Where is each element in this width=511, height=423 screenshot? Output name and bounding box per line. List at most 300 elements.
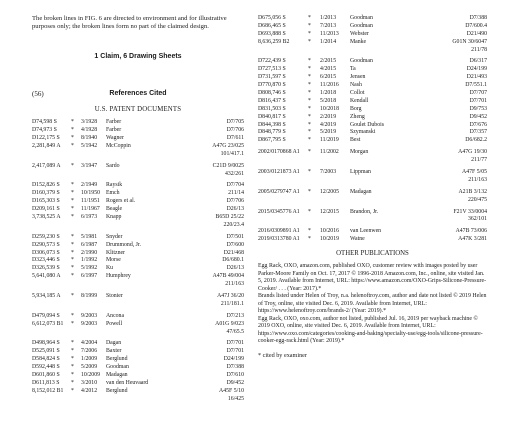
citation-class: D9/452 xyxy=(226,379,244,386)
citation-star: * xyxy=(308,129,311,136)
citation-date: 5/1942 xyxy=(81,142,98,149)
citation-inventor: Manke xyxy=(350,38,367,45)
citation-number: 2002/0170868 A1 xyxy=(258,149,300,156)
citation-row xyxy=(258,74,487,82)
citation-class: D7/701 xyxy=(226,348,244,355)
citation-class: D7/704 xyxy=(226,182,244,189)
citation-class: A47G 23/025 xyxy=(212,142,244,149)
citation-row xyxy=(32,234,244,242)
citation-number: D675,056 S xyxy=(258,15,286,21)
citation-class: D6/317 xyxy=(469,58,487,65)
citation-inventor: Morse xyxy=(106,257,121,264)
citation-number: 2,281,849 A xyxy=(32,142,61,149)
citation-row xyxy=(32,135,244,143)
citation-class: A47B 49/004 xyxy=(212,273,244,280)
citation-row xyxy=(32,190,244,198)
citation-inventor: Goodman xyxy=(350,15,373,21)
citation-star: * xyxy=(308,22,311,29)
citation-class: D24/199 xyxy=(466,66,487,73)
citation-inventor: Beagle xyxy=(106,206,123,213)
citation-class: D7/501 xyxy=(226,233,244,240)
citation-class: A47G 19/30 xyxy=(458,149,487,156)
citation-star: * xyxy=(71,162,74,169)
citation-date: 1/2018 xyxy=(320,90,337,97)
citation-class: D26/13 xyxy=(226,206,244,213)
citation-class: B65D 25/22 xyxy=(215,213,244,220)
citation-star: * xyxy=(308,58,311,65)
citation-class: D21/490 xyxy=(466,30,487,37)
citation-inventor: McCoppin xyxy=(106,142,131,149)
citation-class: A01G 9/023 xyxy=(215,320,244,327)
citation-date: 5/2019 xyxy=(320,129,337,136)
citation-date: 6/2015 xyxy=(320,74,337,81)
citation-number: D122,175 S xyxy=(32,134,60,141)
citation-date: 12/2005 xyxy=(320,188,340,195)
citation-row xyxy=(258,82,487,90)
citation-row xyxy=(32,313,244,321)
citation-number: D592,448 S xyxy=(32,364,60,371)
citation-number: D326,539 S xyxy=(32,265,60,272)
citation-date: 6/1973 xyxy=(81,213,98,220)
citation-date: 11/1951 xyxy=(81,198,100,205)
citation-class: F21V 33/0004 xyxy=(453,208,487,215)
us-patent-documents-heading: U.S. PATENT DOCUMENTS xyxy=(94,106,182,114)
citation-inventor: Stonier xyxy=(106,293,123,299)
citation-inventor: Klitzner xyxy=(106,249,125,256)
citation-row xyxy=(258,58,487,66)
citation-number: D306,073 S xyxy=(32,249,60,256)
citation-row xyxy=(258,228,487,236)
citation-date: 3/2010 xyxy=(81,379,98,386)
citation-number: D840,817 S xyxy=(258,113,286,120)
citation-inventor: Goodman xyxy=(350,58,373,65)
left-column xyxy=(32,15,244,404)
citation-number: 2,417,089 A xyxy=(32,162,61,169)
citation-row xyxy=(258,236,487,244)
citation-inventor: Ancona xyxy=(106,312,125,319)
citation-date: 1/2014 xyxy=(320,38,337,45)
citation-date: 3/1928 xyxy=(81,119,98,126)
citation-number: D584,824 S xyxy=(32,356,60,363)
citation-number: 6,612,073 B1 xyxy=(32,320,64,327)
citation-date: 4/1928 xyxy=(81,127,98,134)
citation-class-continuation: 362/101 xyxy=(467,216,487,223)
citation-number: 2019/0313780 A1 xyxy=(258,236,300,243)
citation-number: D693,888 S xyxy=(258,30,286,37)
citation-class-continuation: 47/65.5 xyxy=(226,328,244,335)
citation-star: * xyxy=(71,387,74,394)
citation-number: D259,230 S xyxy=(32,233,60,240)
citation-star: * xyxy=(308,188,311,195)
citation-class: D24/199 xyxy=(223,356,244,363)
citation-row xyxy=(32,372,244,380)
citation-star: * xyxy=(71,182,74,189)
citation-inventor: Snyder xyxy=(106,233,123,240)
citation-star: * xyxy=(71,340,74,347)
citation-inventor: Madagan xyxy=(106,372,128,379)
citation-row xyxy=(258,31,487,39)
citation-row xyxy=(32,321,244,329)
citation-class: 211/14 xyxy=(228,190,244,197)
citation-inventor: Best xyxy=(350,137,361,144)
citation-number: D74,973 S xyxy=(32,127,57,134)
citation-number: 8,636,259 B2 xyxy=(258,38,290,45)
citation-date: 8/1940 xyxy=(81,134,98,141)
citation-row xyxy=(32,257,244,265)
citation-class: D7/701 xyxy=(226,340,244,347)
citation-class: D7/707 xyxy=(469,90,487,97)
citation-number: D165,303 S xyxy=(32,198,60,205)
citation-row xyxy=(258,169,487,177)
citation-class: D7/600 xyxy=(226,241,244,248)
citation-class-continuation: 101/417.1 xyxy=(220,150,244,157)
citation-number: 2005/0279747 A1 xyxy=(258,188,300,195)
citation-star: * xyxy=(308,30,311,37)
citation-row xyxy=(32,143,244,151)
citation-number: D867,795 S xyxy=(258,137,286,144)
citation-inventor: Raysik xyxy=(106,182,123,189)
citation-row xyxy=(32,348,244,356)
citation-date: 8/1999 xyxy=(81,293,98,299)
citation-number: 5,641,080 A xyxy=(32,273,61,280)
citation-date: 7/2003 xyxy=(320,169,337,176)
citation-class: D21/468 xyxy=(223,249,244,256)
citation-inventor: Drummond, Jr. xyxy=(106,241,141,248)
other-publications-list xyxy=(258,263,487,346)
citation-class-continuation: 220/23.4 xyxy=(223,221,244,228)
citation-row xyxy=(32,265,244,273)
citation-row xyxy=(32,273,244,281)
citation-star: * xyxy=(308,121,311,128)
citation-date: 9/2003 xyxy=(81,320,98,327)
citation-row xyxy=(258,149,487,157)
citation-date: 5/1992 xyxy=(81,265,98,272)
citation-star: * xyxy=(71,379,74,386)
citation-star: * xyxy=(71,127,74,134)
citation-date: 9/2003 xyxy=(81,312,98,319)
citation-star: * xyxy=(71,249,74,256)
citation-date: 1/2013 xyxy=(320,15,337,21)
citation-row xyxy=(258,66,487,74)
other-publication-entry: Brands listed under Helen of Troy, n.a. helenoftroy.com, author and date not listed © 2019 Helen of Troy, online, site visited Dec. 6, 2019. Available from Internet, URL: https://www.helenoftroy.com/brands-2/ (Year: 2019).* xyxy=(258,293,487,315)
citation-date: 2/2015 xyxy=(320,58,337,65)
citation-number: D831,503 S xyxy=(258,105,286,112)
citation-row xyxy=(258,122,487,130)
citation-inventor: Baxter xyxy=(106,348,122,355)
citation-number: D209,161 S xyxy=(32,206,60,213)
citation-class: D7/610 xyxy=(226,372,244,379)
citation-star: * xyxy=(308,236,311,243)
citation-date: 4/2015 xyxy=(320,66,337,73)
citation-class: D9/753 xyxy=(469,105,487,112)
citation-inventor: van Leenwen xyxy=(350,228,382,235)
citation-class: D7/213 xyxy=(226,312,244,319)
citation-inventor: Ku xyxy=(106,265,114,272)
citation-class-continuation: 211/163 xyxy=(468,176,487,183)
citation-number: D808,746 S xyxy=(258,90,286,97)
citation-number: 2016/0309891 A1 xyxy=(258,228,300,235)
citation-number: D686,465 S xyxy=(258,22,286,29)
citation-row xyxy=(258,15,487,23)
citation-row xyxy=(32,388,244,396)
citation-star: * xyxy=(308,90,311,97)
citation-row xyxy=(32,293,244,301)
citation-date: 5/2018 xyxy=(320,97,337,104)
citation-row xyxy=(258,114,487,122)
citation-star: * xyxy=(71,190,74,197)
citation-class: A45F 5/10 xyxy=(219,387,244,394)
citation-number: 2015/0345776 A1 xyxy=(258,208,300,215)
citation-star: * xyxy=(71,312,74,319)
citation-date: 7/2006 xyxy=(81,348,98,355)
citation-star: * xyxy=(308,15,311,21)
citation-row xyxy=(32,242,244,250)
citation-class: D9/452 xyxy=(469,113,487,120)
citation-date: 10/2019 xyxy=(320,236,340,243)
citation-inventor: Lippman xyxy=(350,169,371,176)
citation-star: * xyxy=(71,142,74,149)
citation-star: * xyxy=(308,66,311,73)
citation-inventor: Emch xyxy=(106,190,120,197)
citation-number: D770,870 S xyxy=(258,82,286,89)
citation-number: D816,437 S xyxy=(258,97,286,104)
citation-date: 5/1981 xyxy=(81,233,98,240)
citation-inventor: Morgan xyxy=(350,149,369,156)
citation-date: 10/2009 xyxy=(81,372,101,379)
citation-inventor: Powell xyxy=(106,320,123,327)
citation-date: 11/2019 xyxy=(320,137,339,144)
citation-star: * xyxy=(308,82,311,89)
citation-star: * xyxy=(71,273,74,280)
citation-row xyxy=(32,119,244,127)
citation-inventor: Dagan xyxy=(106,340,122,347)
citation-star: * xyxy=(308,38,311,45)
citation-star: * xyxy=(308,228,311,235)
citation-row xyxy=(258,23,487,31)
citation-class: D7/600.4 xyxy=(465,22,487,29)
citation-inventor: Rogers et al. xyxy=(106,198,136,205)
references-header xyxy=(32,90,244,100)
citation-inventor: Jensen xyxy=(350,74,366,81)
citation-star: * xyxy=(71,293,74,299)
citation-star: * xyxy=(71,364,74,371)
citation-star: * xyxy=(71,213,74,220)
citation-row xyxy=(258,39,487,47)
citation-date: 2/1949 xyxy=(81,182,98,189)
citation-class: D7/676 xyxy=(469,121,487,128)
citation-row xyxy=(258,106,487,114)
citation-row xyxy=(258,98,487,106)
citation-inventor: van den Heuvaard xyxy=(106,379,149,386)
citation-star: * xyxy=(71,265,74,272)
left-citation-list xyxy=(32,119,244,403)
citation-number: D525,091 S xyxy=(32,348,60,355)
citation-number: D323,446 S xyxy=(32,257,60,264)
citation-date: 5/2009 xyxy=(81,364,98,371)
other-publications-heading: OTHER PUBLICATIONS xyxy=(336,250,409,258)
citation-class: D7/705 xyxy=(226,119,244,126)
citation-row xyxy=(258,137,487,145)
citation-class: A21B 3/132 xyxy=(458,188,487,195)
citation-class-continuation: 220/475 xyxy=(467,196,487,203)
citation-inventor: Farber xyxy=(106,119,122,126)
citation-star: * xyxy=(71,372,74,379)
citation-row xyxy=(32,182,244,190)
citation-date: 12/2015 xyxy=(320,208,340,215)
citation-date: 10/2016 xyxy=(320,228,340,235)
citation-row xyxy=(258,209,487,217)
citation-class: D26/13 xyxy=(226,265,244,272)
intro-paragraph: The broken lines in FIG. 6 are directed to environment and for illustrative purposes only; the broken lines form no part of the claimed design. xyxy=(32,15,227,31)
citation-date: 3/1947 xyxy=(81,162,98,169)
citation-star: * xyxy=(308,137,311,144)
citation-inventor: Wagner xyxy=(106,134,124,141)
cited-by-examiner-note: * cited by examiner xyxy=(258,351,307,359)
citation-inventor: Madagan xyxy=(350,188,372,195)
citation-inventor: Goodman xyxy=(106,364,129,371)
citation-date: 11/2002 xyxy=(320,149,339,156)
citation-number: D601,860 S xyxy=(32,372,60,379)
citation-class: D6/682.2 xyxy=(465,137,487,144)
citation-star: * xyxy=(308,113,311,120)
citation-star: * xyxy=(71,119,74,126)
citation-number: D479,094 S xyxy=(32,312,60,319)
citation-star: * xyxy=(308,105,311,112)
citation-row xyxy=(32,250,244,258)
citation-date: 4/2019 xyxy=(320,121,337,128)
citation-row xyxy=(32,198,244,206)
citation-number: D848,779 S xyxy=(258,129,286,136)
citation-number: D498,964 S xyxy=(32,340,60,347)
citation-number: D731,597 S xyxy=(258,74,286,81)
citation-star: * xyxy=(71,320,74,327)
citation-class-continuation: 16/425 xyxy=(227,395,244,402)
citation-inventor: Watne xyxy=(350,236,365,243)
other-publication-entry: Egg Rack, OXO, amazon.com, published OXO, customer review with images posted by user Parker-Moore Family on Oct. 17, 2017 © 1996-2018 Amazon.com, Inc., online, site visited Jan. 5, 2019. Available from Internet, URL: https://www.amazon.com/OXO-Grips-Silicone-Pressure-Cooker/ . . . (Year: 2017).* xyxy=(258,263,487,292)
citation-date: 11/2013 xyxy=(320,30,339,37)
citation-star: * xyxy=(308,169,311,176)
other-publication-entry: Egg Rack, OXO, oxo.com, author not listed, published Jul. 16, 2019 per wayback machine © 2019 OXO, online, site visited Dec. 6, 2019. Available from Internet, URL: https://www.oxo.com/categories/cooking-and-baking/specialty-use/egg-tools/silicone-pressure-cooker-egg-rack.html (Year: 2019).* xyxy=(258,315,483,345)
citation-number: 8,152,012 B1 xyxy=(32,387,64,394)
citation-row xyxy=(258,189,487,197)
citation-row xyxy=(32,356,244,364)
right-column xyxy=(258,15,487,359)
citation-date: 4/2004 xyxy=(81,340,98,347)
citation-class: D6/680.1 xyxy=(222,257,244,264)
citation-date: 10/2018 xyxy=(320,105,340,112)
citation-inventor: Ta xyxy=(350,66,356,73)
citation-number: 5,934,185 A xyxy=(32,293,61,299)
citation-row xyxy=(32,127,244,135)
citation-star: * xyxy=(71,134,74,141)
citation-row xyxy=(32,214,244,222)
citation-inventor: Knapp xyxy=(106,213,122,220)
references-field-number: (56) xyxy=(32,90,44,99)
citation-number: 3,738,525 A xyxy=(32,213,61,220)
citation-row xyxy=(32,163,244,171)
citation-class: D7/611 xyxy=(226,134,244,141)
claims-heading: 1 Claim, 6 Drawing Sheets xyxy=(94,53,182,61)
citation-date: 7/2013 xyxy=(320,22,337,29)
citation-star: * xyxy=(71,198,74,205)
citation-inventor: Goulet Dubois xyxy=(350,121,384,128)
citation-class: A47K 3/281 xyxy=(458,236,487,243)
citation-class: D7/357 xyxy=(469,129,487,136)
citation-row xyxy=(32,340,244,348)
citation-date: 1/1992 xyxy=(81,257,98,264)
citation-class: A47J 36/20 xyxy=(217,293,244,299)
citation-date: 6/1987 xyxy=(81,241,98,248)
citation-class: D7/701 xyxy=(469,97,487,104)
citation-date: 10/1950 xyxy=(81,190,101,197)
citation-star: * xyxy=(71,257,74,264)
citation-inventor: Sardo xyxy=(106,162,120,169)
citation-date: 2/1990 xyxy=(81,249,98,256)
citation-date: 6/1997 xyxy=(81,273,98,280)
citation-inventor: Berglund xyxy=(106,356,128,363)
citation-class: D7/388 xyxy=(226,364,244,371)
citation-class: D7/551.1 xyxy=(465,82,487,89)
citation-star: * xyxy=(71,241,74,248)
citation-class-continuation: 432/261 xyxy=(224,170,244,177)
citation-date: 1/2009 xyxy=(81,356,98,363)
citation-class: D21/493 xyxy=(466,74,487,81)
citation-star: * xyxy=(71,356,74,363)
citation-star: * xyxy=(308,74,311,81)
citation-class-continuation: 211/163 xyxy=(225,281,244,288)
citation-class-continuation: 211/78 xyxy=(471,46,487,53)
citation-number: D152,826 S xyxy=(32,182,60,189)
citation-class-continuation: 211/77 xyxy=(471,157,487,164)
citation-inventor: Brandon, Jr. xyxy=(350,208,379,215)
citation-number: D160,379 S xyxy=(32,190,60,197)
citation-inventor: Zheng xyxy=(350,113,365,120)
citation-number: D290,573 S xyxy=(32,241,60,248)
citation-number: D844,398 S xyxy=(258,121,286,128)
citation-row xyxy=(32,364,244,372)
citation-inventor: Nash xyxy=(350,82,362,89)
citation-class: A47B 73/006 xyxy=(455,228,487,235)
citation-inventor: Goodman xyxy=(350,22,373,29)
citation-star: * xyxy=(308,208,311,215)
citation-inventor: Collot xyxy=(350,90,365,97)
citation-class: G01N 30/6047 xyxy=(452,38,487,45)
citation-inventor: Farber xyxy=(106,127,122,134)
citation-date: 2/2019 xyxy=(320,113,337,120)
citation-star: * xyxy=(71,233,74,240)
citation-inventor: Berglund xyxy=(106,387,128,394)
citation-class: A47F 5/05 xyxy=(462,169,487,176)
citation-star: * xyxy=(308,97,311,104)
citation-class-continuation: 211/181.1 xyxy=(220,300,244,307)
citation-inventor: Humphrey xyxy=(106,273,131,280)
references-heading: References Cited xyxy=(109,90,167,98)
citation-inventor: Borg xyxy=(350,105,362,112)
citation-row xyxy=(258,129,487,137)
citation-class: D7/706 xyxy=(226,127,244,134)
citation-inventor: Kendall xyxy=(350,97,369,104)
citation-row xyxy=(32,380,244,388)
citation-inventor: Webster xyxy=(350,30,369,37)
citation-row xyxy=(32,206,244,214)
citation-number: D727,513 S xyxy=(258,66,286,73)
citation-star: * xyxy=(308,149,311,156)
citation-class: D7/706 xyxy=(226,198,244,205)
citation-number: D74,598 S xyxy=(32,119,57,126)
citation-date: 11/2016 xyxy=(320,82,339,89)
citation-inventor: Szymanski xyxy=(350,129,376,136)
citation-date: 11/1967 xyxy=(81,206,100,213)
